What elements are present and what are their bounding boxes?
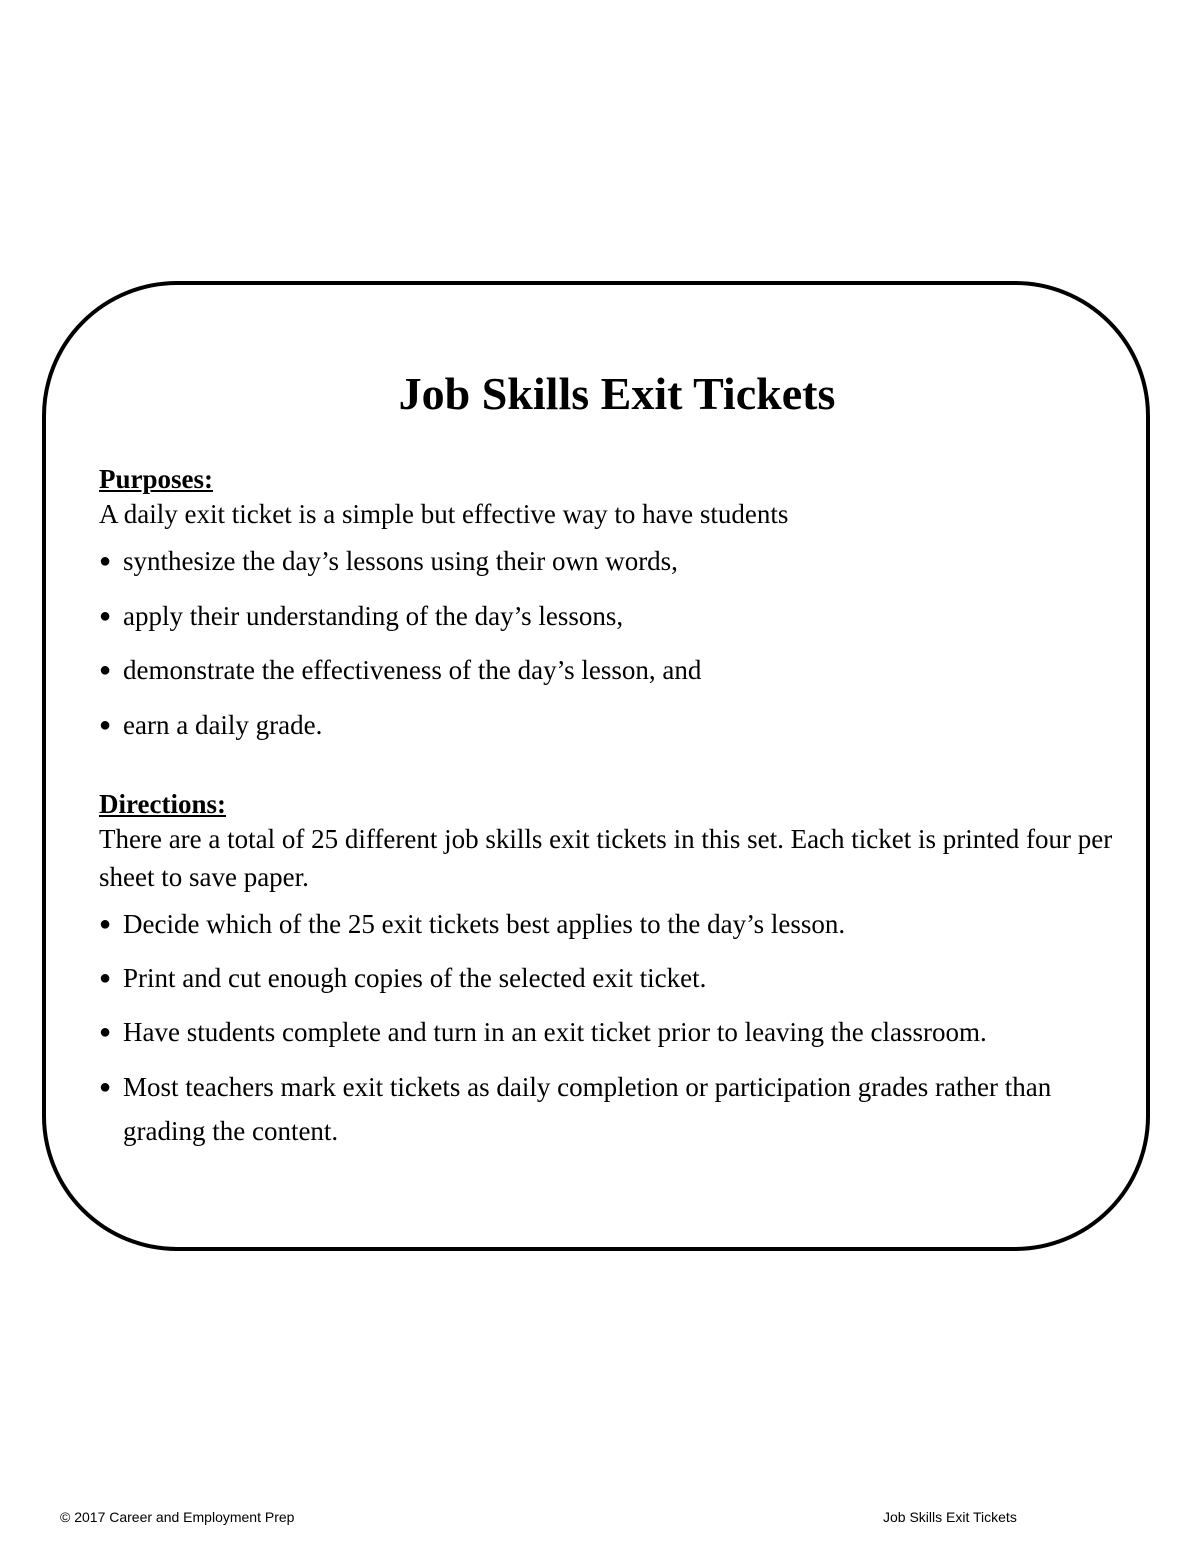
bullet-text: Print and cut enough copies of the selected exit ticket. — [123, 963, 707, 993]
bullet-icon: ● — [99, 1021, 112, 1043]
directions-bullet-4 — [99, 1065, 1119, 1153]
bullet-text: Decide which of the 25 exit tickets best applies to the day’s lesson. — [123, 909, 846, 939]
bullet-icon: ● — [99, 659, 112, 681]
purposes-bullet-3 — [99, 648, 1139, 692]
bullet-icon: ● — [99, 605, 112, 627]
purposes-bullet-4 — [99, 703, 1139, 747]
bullet-icon: ● — [99, 714, 112, 736]
directions-bullet-2 — [99, 956, 1139, 1000]
directions-bullet-1 — [99, 902, 1139, 946]
bullet-icon: ● — [99, 550, 112, 572]
directions-intro: There are a total of 25 different job skills exit tickets in this set. Each ticket is printed four per sheet to save paper. — [99, 824, 1113, 892]
bullet-icon: ● — [99, 1076, 112, 1098]
purposes-intro: A daily exit ticket is a simple but effective way to have students — [99, 499, 789, 529]
directions-heading: Directions: — [99, 789, 226, 819]
purposes-bullet-2 — [99, 594, 1139, 638]
bullet-text: synthesize the day’s lessons using their own words, — [123, 546, 678, 576]
purposes-bullet-1 — [99, 539, 1139, 583]
bullet-text: earn a daily grade. — [123, 710, 323, 740]
page-title: Job Skills Exit Tickets — [398, 368, 836, 419]
footer-doc-title: Job Skills Exit Tickets — [883, 1509, 1017, 1525]
bullet-text: Most teachers mark exit tickets as daily completion or participation grades rather than grading the content. — [123, 1072, 1052, 1146]
bullet-icon: ● — [99, 913, 112, 935]
footer-copyright: © 2017 Career and Employment Prep — [60, 1509, 295, 1525]
bullet-text: Have students complete and turn in an exit ticket prior to leaving the classroom. — [123, 1017, 987, 1047]
bullet-icon: ● — [99, 967, 112, 989]
bullet-text: apply their understanding of the day’s lessons, — [123, 601, 624, 631]
purposes-heading: Purposes: — [99, 464, 213, 494]
bullet-text: demonstrate the effectiveness of the day’s lesson, and — [123, 655, 702, 685]
directions-bullet-3 — [99, 1010, 1139, 1054]
